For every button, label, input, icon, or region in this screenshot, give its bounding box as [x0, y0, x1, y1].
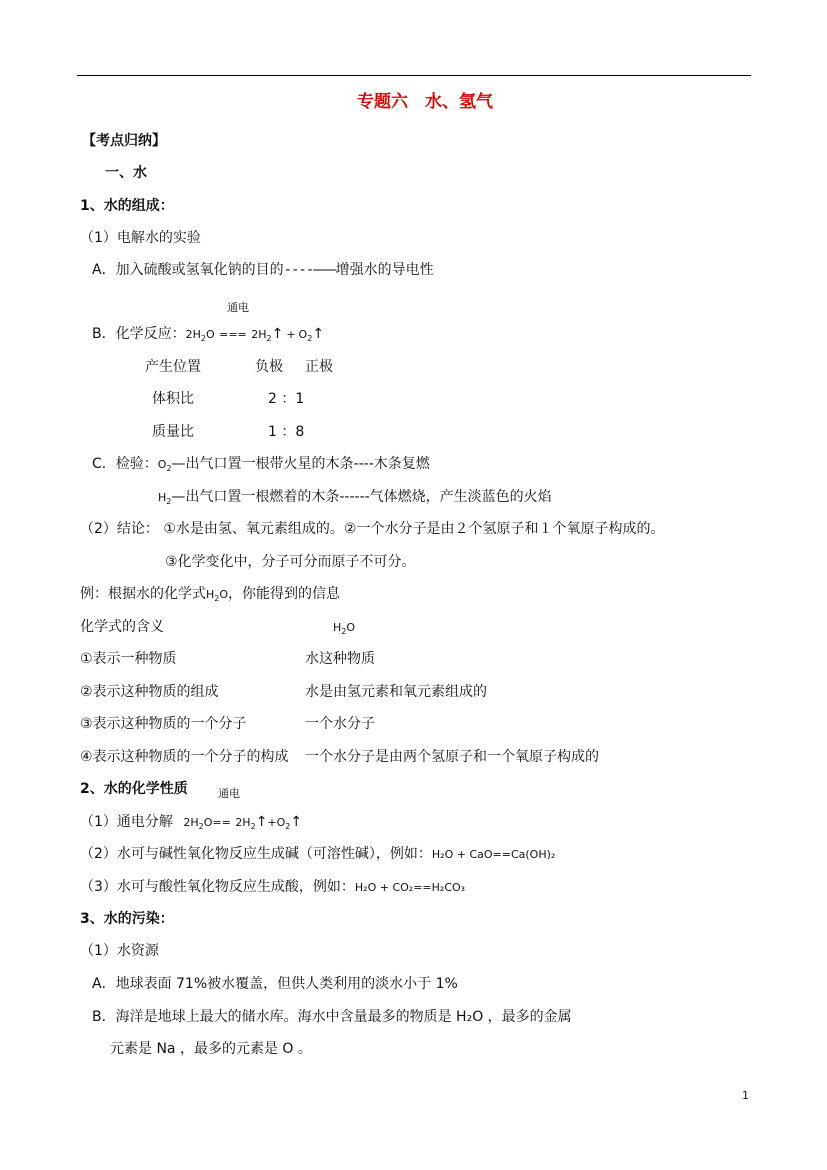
property-1-label: （1）通电分解: [80, 814, 173, 830]
conclusion-line-1: （2）结论： ①水是由氢、氧元素组成的。②一个水分子是由２个氢原子和１个氧原子构成的。: [80, 521, 665, 537]
page-number: 1: [742, 1089, 749, 1102]
resources-label: （1）水资源: [80, 943, 159, 959]
property-2: [80, 847, 555, 861]
reaction-label: B．化学反应：: [92, 326, 186, 342]
meaning-row-left: ④表示这种物质的一个分子的构成: [80, 749, 289, 765]
example-text: 例：根据水的化学式: [80, 586, 206, 602]
heading-water-composition: 1、水的组成：: [80, 198, 174, 214]
meaning-row-right: 水这种物质: [305, 651, 375, 667]
line-a-purpose: 增强水的导电性: [335, 262, 434, 278]
test-line-hydrogen: $H_2—$出气口置一根燃着的木条------气体燃烧，产生淡蓝色的火焰: [158, 489, 552, 506]
heading-water-properties: 2、水的化学性质: [80, 781, 188, 797]
test-oxygen-text: —出气口置一根带火星的木条----木条复燃: [171, 456, 430, 472]
mass-ratio-label: 质量比: [152, 424, 194, 440]
resources-line-b1: B．海洋是地球上最大的储水库。海水中含量最多的物质是 H₂O ，最多的金属: [92, 1009, 572, 1025]
property-3-equation: H₂O + CO₂==H₂CO₃: [354, 881, 466, 894]
mass-ratio-value: 1 ：8: [268, 424, 305, 440]
test-hydrogen-text: —出气口置一根燃着的木条------气体燃烧，产生淡蓝色的火焰: [171, 489, 552, 505]
meaning-row-left: ③表示这种物质的一个分子: [80, 716, 247, 732]
volume-ratio-label: 体积比: [152, 391, 194, 407]
heading-water-pollution: 3、水的污染：: [80, 911, 174, 927]
property-1-eq-sign: ==: [212, 816, 231, 829]
volume-ratio-value: 2 ：1: [268, 391, 305, 407]
property-2-text: （2）水可与碱性氧化物反应生成碱（可溶性碱），例如：: [80, 846, 432, 862]
meaning-header-left: 化学式的含义: [80, 619, 164, 635]
table-header-negative: 负极: [255, 359, 283, 375]
property-1: （1）通电分解 $2H_2O==$ $2H_2↑+O_2↑$: [80, 814, 303, 831]
experiment-label: （1）电解水的实验: [80, 230, 201, 246]
reaction-eq-sign: ===: [219, 328, 247, 341]
reaction-line: B．化学反应：$2H_2O$ === $2H_2↑$ + $O_2↑$: [92, 326, 325, 343]
line-a-text: A．加入硫酸或氢氧化钠的目的: [92, 262, 284, 278]
test-label: C．检验：: [92, 456, 158, 472]
header-rule: [77, 75, 751, 76]
conclusion-line-2: ③化学变化中，分子可分而原子不可分。: [165, 554, 416, 570]
table-header-position: 产生位置: [145, 359, 201, 375]
condition-label: 通电: [227, 301, 249, 314]
meaning-row-right: 一个水分子: [305, 716, 375, 732]
property-3: [80, 880, 465, 894]
resources-line-a: A．地球表面 71%被水覆盖，但供人类利用的淡水小于 1%: [92, 976, 458, 992]
test-line-oxygen: C．检验：$O_2—$出气口置一根带火星的木条----木条复燃: [92, 456, 430, 473]
meaning-row-left: ②表示这种物质的组成: [80, 684, 219, 700]
meaning-row-right: 一个水分子是由两个氢原子和一个氧原子构成的: [305, 749, 599, 765]
meaning-row-right: 水是由氢元素和氧元素组成的: [305, 684, 487, 700]
meaning-header-formula: $H_2O$: [333, 621, 356, 636]
page-title: 专题六 水、氢气: [357, 92, 493, 112]
property-3-text: （3）水可与酸性氧化物反应生成酸，例如：: [80, 879, 355, 895]
property-2-equation: H₂O + CaO==Ca(OH)₂: [431, 848, 556, 861]
condition-label-2: 通电: [218, 787, 240, 800]
table-header-positive: 正极: [305, 359, 333, 375]
meaning-row-left: ①表示一种物质: [80, 651, 177, 667]
line-a: [92, 263, 434, 277]
part-heading: 一、水: [105, 165, 147, 181]
example-text-post: ，你能得到的信息: [228, 586, 341, 602]
example-line: 例：根据水的化学式$H_2O$，你能得到的信息: [80, 586, 341, 603]
line-a-dash: ----———: [283, 262, 336, 278]
resources-line-b2: 元素是 Na ，最多的元素是 O 。: [110, 1041, 312, 1057]
reaction-plus: +: [286, 328, 296, 341]
section-header: 【考点归纳】: [82, 133, 166, 149]
